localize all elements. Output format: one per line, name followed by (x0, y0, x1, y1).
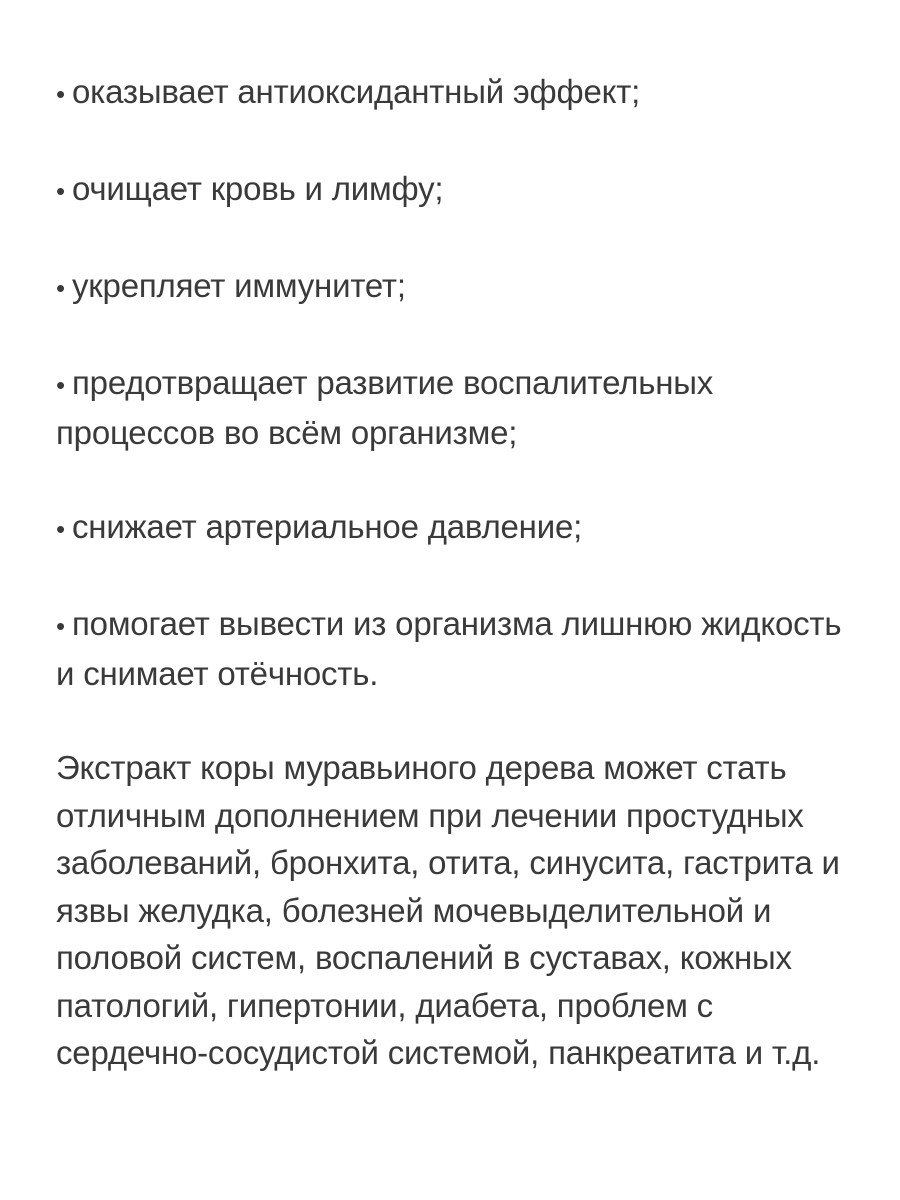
document-page (56, 68, 856, 1077)
bullet-icon: • (56, 514, 65, 544)
bullet-icon: • (56, 79, 65, 109)
bullet-icon: • (56, 370, 65, 400)
list-item (56, 359, 856, 456)
list-item-text: очищает кровь и лимфу; (72, 170, 444, 207)
list-item-text: помогает вывести из организма лишнюю жидкость и снимает отёчность. (56, 605, 842, 692)
bullet-icon: • (56, 611, 65, 641)
list-item (56, 68, 856, 118)
list-item-text: укрепляет иммунитет; (72, 267, 406, 304)
description-paragraph: Экстракт коры муравьиного дерева может стать отличным дополнением при лечении простудных заболеваний, бронхита, отита, синусита, гастрита и язвы желудка, болезней мочевыделительной и половой систем, воспалений в суставах, кожных патологий, гипертонии, диабета, проблем с сердечно-сосудистой системой, панкреатита и т.д. (56, 749, 840, 1071)
list-item-text: предотвращает развитие воспалительных процессов во всём организме; (56, 364, 714, 451)
list-item-text: оказывает антиоксидантный эффект; (72, 73, 641, 110)
benefits-list (56, 68, 856, 697)
bullet-icon: • (56, 273, 65, 303)
list-item (56, 262, 856, 312)
list-item-text: снижает артериальное давление; (72, 508, 583, 545)
list-item (56, 600, 856, 697)
list-item (56, 165, 856, 215)
list-item (56, 503, 856, 553)
bullet-icon: • (56, 176, 65, 206)
